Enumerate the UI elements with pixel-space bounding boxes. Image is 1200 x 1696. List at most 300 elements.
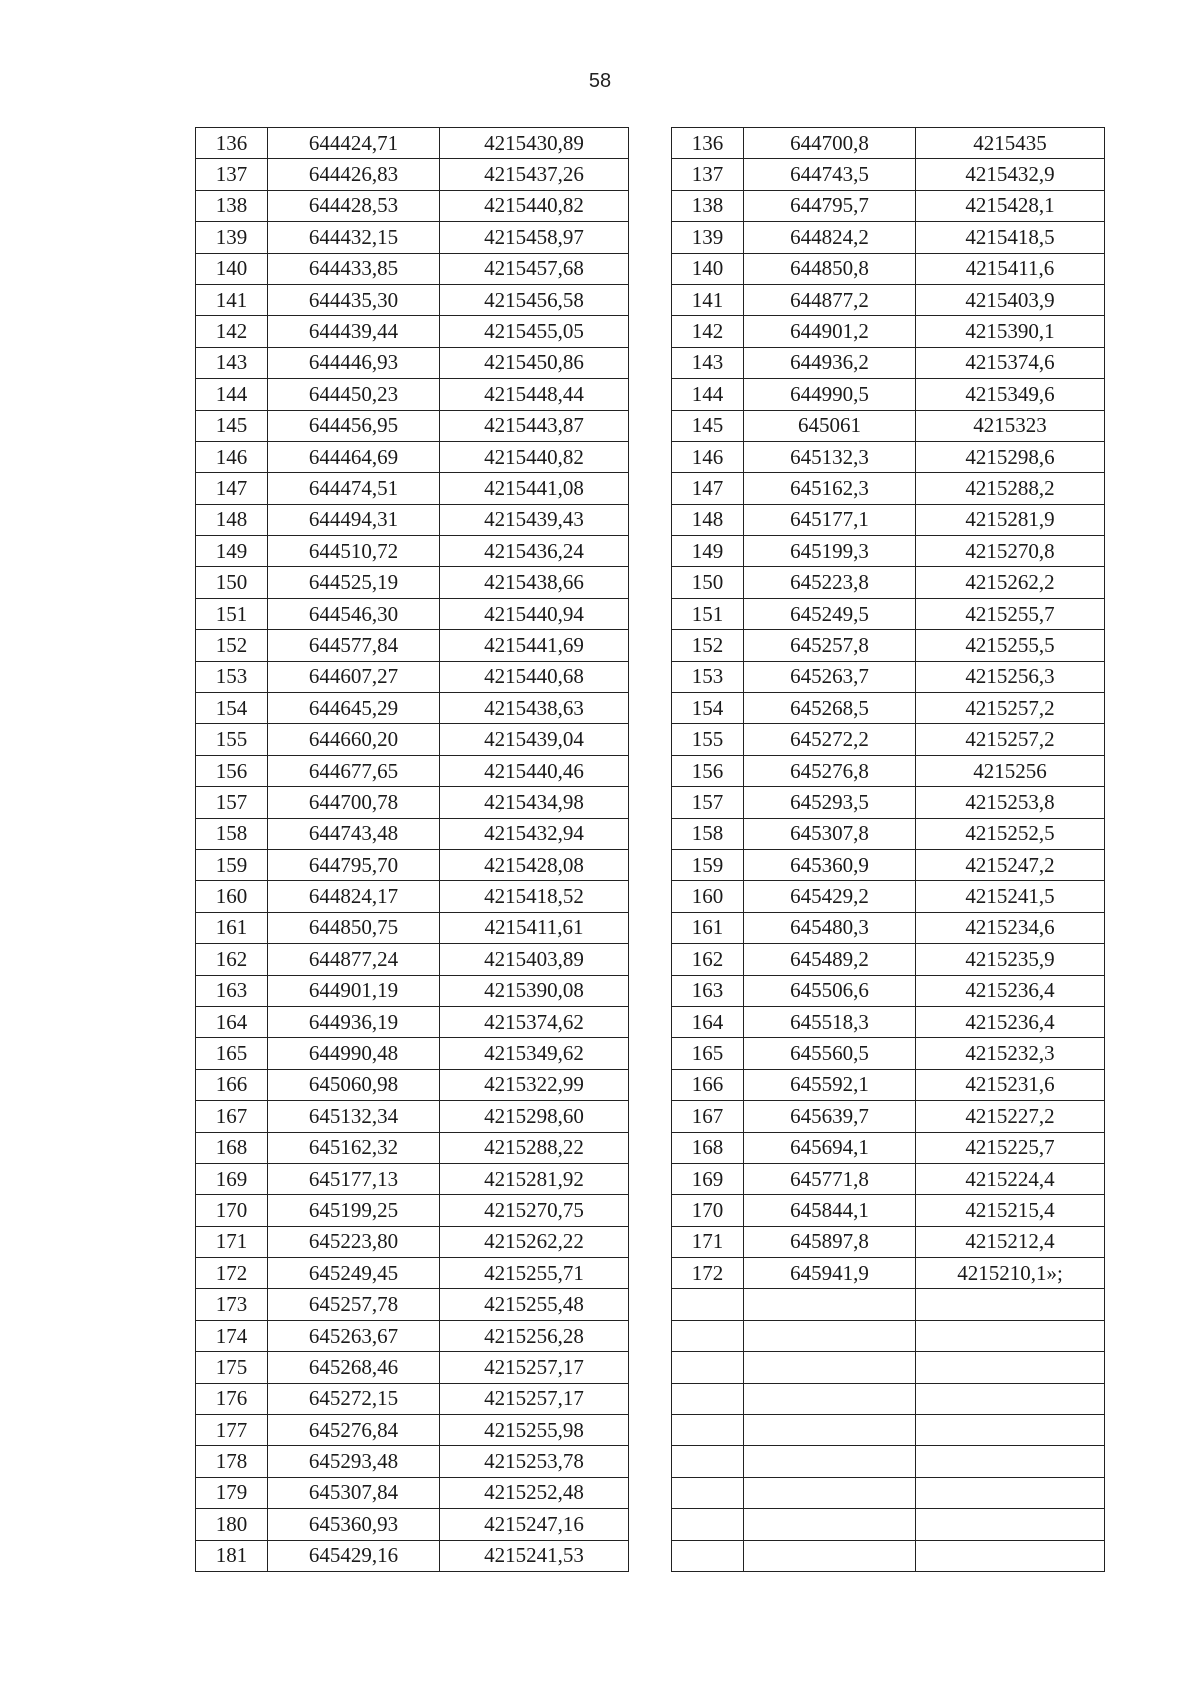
x-coordinate-cell: 644474,51 (268, 473, 440, 504)
x-coordinate-cell: 644700,8 (744, 128, 916, 159)
y-coordinate-cell (916, 1383, 1105, 1414)
x-coordinate-cell: 644901,2 (744, 316, 916, 347)
y-coordinate-cell: 4215298,6 (916, 441, 1105, 472)
x-coordinate-cell: 645249,5 (744, 598, 916, 629)
table-row (196, 1163, 629, 1194)
table-row (196, 1195, 629, 1226)
point-number-cell: 156 (672, 755, 744, 786)
y-coordinate-cell: 4215437,26 (440, 159, 629, 190)
y-coordinate-cell: 4215441,08 (440, 473, 629, 504)
x-coordinate-cell: 644700,78 (268, 787, 440, 818)
right-coordinate-table (671, 127, 1105, 1572)
x-coordinate-cell: 644456,95 (268, 410, 440, 441)
y-coordinate-cell: 4215236,4 (916, 975, 1105, 1006)
table-row (672, 849, 1105, 880)
table-row (196, 190, 629, 221)
y-coordinate-cell: 4215434,98 (440, 787, 629, 818)
point-number-cell: 165 (672, 1038, 744, 1069)
point-number-cell: 138 (196, 190, 268, 221)
y-coordinate-cell: 4215247,2 (916, 849, 1105, 880)
point-number-cell: 170 (196, 1195, 268, 1226)
point-number-cell: 141 (672, 284, 744, 315)
table-row (672, 1352, 1105, 1383)
x-coordinate-cell: 645272,2 (744, 724, 916, 755)
y-coordinate-cell: 4215436,24 (440, 536, 629, 567)
table-row (672, 755, 1105, 786)
y-coordinate-cell: 4215450,86 (440, 347, 629, 378)
table-row (196, 1320, 629, 1351)
x-coordinate-cell: 644877,24 (268, 944, 440, 975)
table-row (196, 630, 629, 661)
y-coordinate-cell: 4215439,04 (440, 724, 629, 755)
table-row (196, 1540, 629, 1571)
point-number-cell: 144 (672, 379, 744, 410)
table-row (672, 1289, 1105, 1320)
x-coordinate-cell: 645199,3 (744, 536, 916, 567)
x-coordinate-cell: 645132,34 (268, 1101, 440, 1132)
y-coordinate-cell: 4215262,2 (916, 567, 1105, 598)
table-row (196, 316, 629, 347)
x-coordinate-cell: 645480,3 (744, 912, 916, 943)
point-number-cell: 173 (196, 1289, 268, 1320)
table-row (196, 284, 629, 315)
x-coordinate-cell: 645293,5 (744, 787, 916, 818)
x-coordinate-cell: 644446,93 (268, 347, 440, 378)
point-number-cell: 136 (196, 128, 268, 159)
table-row (672, 1163, 1105, 1194)
x-coordinate-cell: 644450,23 (268, 379, 440, 410)
x-coordinate-cell: 645060,98 (268, 1069, 440, 1100)
point-number-cell: 161 (672, 912, 744, 943)
y-coordinate-cell: 4215456,58 (440, 284, 629, 315)
right-table-body (672, 128, 1105, 1572)
x-coordinate-cell: 645307,84 (268, 1477, 440, 1508)
y-coordinate-cell: 4215323 (916, 410, 1105, 441)
y-coordinate-cell: 4215435 (916, 128, 1105, 159)
point-number-cell: 168 (672, 1132, 744, 1163)
table-row (196, 787, 629, 818)
y-coordinate-cell: 4215252,48 (440, 1477, 629, 1508)
x-coordinate-cell: 645223,80 (268, 1226, 440, 1257)
y-coordinate-cell: 4215253,78 (440, 1446, 629, 1477)
point-number-cell: 155 (196, 724, 268, 755)
y-coordinate-cell: 4215439,43 (440, 504, 629, 535)
point-number-cell: 143 (196, 347, 268, 378)
page-number: 58 (588, 70, 612, 92)
table-row (672, 253, 1105, 284)
x-coordinate-cell: 645061 (744, 410, 916, 441)
point-number-cell: 157 (196, 787, 268, 818)
x-coordinate-cell (744, 1352, 916, 1383)
y-coordinate-cell: 4215443,87 (440, 410, 629, 441)
point-number-cell: 140 (672, 253, 744, 284)
table-row (196, 347, 629, 378)
point-number-cell: 149 (196, 536, 268, 567)
x-coordinate-cell: 644677,65 (268, 755, 440, 786)
x-coordinate-cell: 645771,8 (744, 1163, 916, 1194)
table-row (672, 410, 1105, 441)
x-coordinate-cell (744, 1540, 916, 1571)
point-number-cell: 178 (196, 1446, 268, 1477)
y-coordinate-cell: 4215432,9 (916, 159, 1105, 190)
table-row (672, 379, 1105, 410)
table-row (672, 1132, 1105, 1163)
table-row (196, 944, 629, 975)
x-coordinate-cell (744, 1289, 916, 1320)
x-coordinate-cell: 645263,7 (744, 661, 916, 692)
table-row (672, 1509, 1105, 1540)
x-coordinate-cell: 645489,2 (744, 944, 916, 975)
x-coordinate-cell: 644464,69 (268, 441, 440, 472)
x-coordinate-cell: 645560,5 (744, 1038, 916, 1069)
table-row (196, 253, 629, 284)
point-number-cell: 180 (196, 1509, 268, 1540)
table-row (672, 1477, 1105, 1508)
y-coordinate-cell: 4215255,71 (440, 1258, 629, 1289)
y-coordinate-cell: 4215374,62 (440, 1006, 629, 1037)
x-coordinate-cell: 644432,15 (268, 222, 440, 253)
y-coordinate-cell: 4215234,6 (916, 912, 1105, 943)
point-number-cell: 153 (672, 661, 744, 692)
point-number-cell: 141 (196, 284, 268, 315)
y-coordinate-cell: 4215458,97 (440, 222, 629, 253)
left-table-body (196, 128, 629, 1572)
table-row (672, 316, 1105, 347)
table-row (672, 347, 1105, 378)
y-coordinate-cell: 4215252,5 (916, 818, 1105, 849)
x-coordinate-cell (744, 1415, 916, 1446)
y-coordinate-cell: 4215430,89 (440, 128, 629, 159)
point-number-cell: 140 (196, 253, 268, 284)
table-row (196, 159, 629, 190)
y-coordinate-cell: 4215438,63 (440, 693, 629, 724)
x-coordinate-cell: 645360,93 (268, 1509, 440, 1540)
point-number-cell: 152 (672, 630, 744, 661)
point-number-cell: 139 (196, 222, 268, 253)
y-coordinate-cell (916, 1352, 1105, 1383)
point-number-cell (672, 1383, 744, 1414)
x-coordinate-cell: 644936,19 (268, 1006, 440, 1037)
point-number-cell: 161 (196, 912, 268, 943)
table-row (672, 128, 1105, 159)
point-number-cell: 164 (196, 1006, 268, 1037)
x-coordinate-cell: 644877,2 (744, 284, 916, 315)
y-coordinate-cell: 4215215,4 (916, 1195, 1105, 1226)
x-coordinate-cell: 644546,30 (268, 598, 440, 629)
x-coordinate-cell: 644525,19 (268, 567, 440, 598)
y-coordinate-cell: 4215256 (916, 755, 1105, 786)
point-number-cell: 163 (196, 975, 268, 1006)
table-row (196, 379, 629, 410)
y-coordinate-cell: 4215428,1 (916, 190, 1105, 221)
y-coordinate-cell: 4215411,6 (916, 253, 1105, 284)
x-coordinate-cell: 645429,16 (268, 1540, 440, 1571)
point-number-cell: 155 (672, 724, 744, 755)
x-coordinate-cell: 645162,3 (744, 473, 916, 504)
point-number-cell: 148 (672, 504, 744, 535)
x-coordinate-cell: 645177,1 (744, 504, 916, 535)
table-row (196, 1006, 629, 1037)
x-coordinate-cell: 644795,70 (268, 849, 440, 880)
x-coordinate-cell: 645639,7 (744, 1101, 916, 1132)
y-coordinate-cell: 4215231,6 (916, 1069, 1105, 1100)
point-number-cell (672, 1352, 744, 1383)
y-coordinate-cell: 4215374,6 (916, 347, 1105, 378)
y-coordinate-cell: 4215210,1»; (916, 1258, 1105, 1289)
point-number-cell: 164 (672, 1006, 744, 1037)
table-row (196, 1383, 629, 1414)
table-row (196, 1226, 629, 1257)
y-coordinate-cell: 4215270,8 (916, 536, 1105, 567)
y-coordinate-cell (916, 1477, 1105, 1508)
table-row (196, 755, 629, 786)
table-row (672, 912, 1105, 943)
point-number-cell: 146 (196, 441, 268, 472)
point-number-cell: 170 (672, 1195, 744, 1226)
y-coordinate-cell: 4215232,3 (916, 1038, 1105, 1069)
y-coordinate-cell: 4215440,82 (440, 190, 629, 221)
point-number-cell: 151 (672, 598, 744, 629)
x-coordinate-cell: 645132,3 (744, 441, 916, 472)
x-coordinate-cell (744, 1446, 916, 1477)
x-coordinate-cell: 644824,2 (744, 222, 916, 253)
table-row (672, 724, 1105, 755)
table-row (196, 504, 629, 535)
y-coordinate-cell: 4215448,44 (440, 379, 629, 410)
x-coordinate-cell: 644795,7 (744, 190, 916, 221)
y-coordinate-cell: 4215225,7 (916, 1132, 1105, 1163)
point-number-cell (672, 1509, 744, 1540)
point-number-cell: 144 (196, 379, 268, 410)
y-coordinate-cell (916, 1509, 1105, 1540)
x-coordinate-cell (744, 1383, 916, 1414)
x-coordinate-cell (744, 1477, 916, 1508)
x-coordinate-cell: 644850,75 (268, 912, 440, 943)
table-row (672, 630, 1105, 661)
table-row (196, 536, 629, 567)
table-row (196, 598, 629, 629)
x-coordinate-cell: 644743,5 (744, 159, 916, 190)
x-coordinate-cell: 644990,48 (268, 1038, 440, 1069)
x-coordinate-cell: 644494,31 (268, 504, 440, 535)
x-coordinate-cell: 645162,32 (268, 1132, 440, 1163)
point-number-cell: 166 (196, 1069, 268, 1100)
point-number-cell (672, 1446, 744, 1477)
x-coordinate-cell: 644936,2 (744, 347, 916, 378)
point-number-cell: 169 (196, 1163, 268, 1194)
x-coordinate-cell: 644428,53 (268, 190, 440, 221)
table-row (196, 1509, 629, 1540)
table-row (672, 1069, 1105, 1100)
x-coordinate-cell: 644439,44 (268, 316, 440, 347)
point-number-cell: 174 (196, 1320, 268, 1351)
point-number-cell: 149 (672, 536, 744, 567)
x-coordinate-cell: 645293,48 (268, 1446, 440, 1477)
y-coordinate-cell: 4215418,52 (440, 881, 629, 912)
point-number-cell: 148 (196, 504, 268, 535)
point-number-cell: 150 (196, 567, 268, 598)
table-row (672, 818, 1105, 849)
point-number-cell: 167 (672, 1101, 744, 1132)
x-coordinate-cell: 645518,3 (744, 1006, 916, 1037)
y-coordinate-cell: 4215403,89 (440, 944, 629, 975)
point-number-cell: 172 (672, 1258, 744, 1289)
point-number-cell: 171 (196, 1226, 268, 1257)
y-coordinate-cell (916, 1415, 1105, 1446)
point-number-cell (672, 1540, 744, 1571)
table-row (672, 598, 1105, 629)
table-row (672, 1258, 1105, 1289)
y-coordinate-cell: 4215390,1 (916, 316, 1105, 347)
point-number-cell: 137 (672, 159, 744, 190)
point-number-cell: 152 (196, 630, 268, 661)
x-coordinate-cell: 645268,46 (268, 1352, 440, 1383)
x-coordinate-cell: 645360,9 (744, 849, 916, 880)
point-number-cell: 138 (672, 190, 744, 221)
table-row (672, 1383, 1105, 1414)
y-coordinate-cell: 4215255,7 (916, 598, 1105, 629)
point-number-cell: 162 (672, 944, 744, 975)
y-coordinate-cell: 4215212,4 (916, 1226, 1105, 1257)
y-coordinate-cell: 4215432,94 (440, 818, 629, 849)
point-number-cell: 147 (672, 473, 744, 504)
x-coordinate-cell: 644645,29 (268, 693, 440, 724)
table-row (196, 1069, 629, 1100)
table-row (672, 536, 1105, 567)
table-row (672, 1226, 1105, 1257)
x-coordinate-cell: 644743,48 (268, 818, 440, 849)
point-number-cell: 160 (196, 881, 268, 912)
point-number-cell: 172 (196, 1258, 268, 1289)
table-row (672, 787, 1105, 818)
table-row (672, 1320, 1105, 1351)
y-coordinate-cell: 4215227,2 (916, 1101, 1105, 1132)
point-number-cell: 158 (196, 818, 268, 849)
point-number-cell: 142 (196, 316, 268, 347)
table-row (672, 1415, 1105, 1446)
x-coordinate-cell: 645249,45 (268, 1258, 440, 1289)
y-coordinate-cell: 4215440,68 (440, 661, 629, 692)
point-number-cell: 171 (672, 1226, 744, 1257)
x-coordinate-cell: 645257,8 (744, 630, 916, 661)
y-coordinate-cell: 4215288,22 (440, 1132, 629, 1163)
point-number-cell (672, 1289, 744, 1320)
table-row (672, 881, 1105, 912)
table-row (196, 1289, 629, 1320)
table-row (672, 693, 1105, 724)
y-coordinate-cell: 4215440,82 (440, 441, 629, 472)
x-coordinate-cell: 645276,84 (268, 1415, 440, 1446)
x-coordinate-cell: 645263,67 (268, 1320, 440, 1351)
x-coordinate-cell: 645897,8 (744, 1226, 916, 1257)
point-number-cell: 139 (672, 222, 744, 253)
y-coordinate-cell: 4215281,92 (440, 1163, 629, 1194)
table-row (196, 1415, 629, 1446)
y-coordinate-cell: 4215255,48 (440, 1289, 629, 1320)
table-row (672, 944, 1105, 975)
table-row (196, 818, 629, 849)
point-number-cell: 145 (196, 410, 268, 441)
table-row (196, 1352, 629, 1383)
y-coordinate-cell: 4215256,3 (916, 661, 1105, 692)
x-coordinate-cell: 644433,85 (268, 253, 440, 284)
y-coordinate-cell: 4215255,98 (440, 1415, 629, 1446)
table-row (196, 128, 629, 159)
table-row (196, 912, 629, 943)
point-number-cell: 157 (672, 787, 744, 818)
y-coordinate-cell: 4215235,9 (916, 944, 1105, 975)
y-coordinate-cell: 4215418,5 (916, 222, 1105, 253)
y-coordinate-cell: 4215262,22 (440, 1226, 629, 1257)
x-coordinate-cell: 645177,13 (268, 1163, 440, 1194)
point-number-cell: 153 (196, 661, 268, 692)
point-number-cell: 151 (196, 598, 268, 629)
x-coordinate-cell: 645199,25 (268, 1195, 440, 1226)
x-coordinate-cell: 645506,6 (744, 975, 916, 1006)
table-row (672, 975, 1105, 1006)
point-number-cell: 158 (672, 818, 744, 849)
x-coordinate-cell: 645694,1 (744, 1132, 916, 1163)
table-row (196, 881, 629, 912)
point-number-cell: 181 (196, 1540, 268, 1571)
point-number-cell: 159 (196, 849, 268, 880)
point-number-cell: 168 (196, 1132, 268, 1163)
point-number-cell: 154 (196, 693, 268, 724)
table-row (196, 1477, 629, 1508)
x-coordinate-cell: 645257,78 (268, 1289, 440, 1320)
point-number-cell: 150 (672, 567, 744, 598)
table-row (196, 1132, 629, 1163)
y-coordinate-cell (916, 1320, 1105, 1351)
table-row (196, 724, 629, 755)
x-coordinate-cell: 645268,5 (744, 693, 916, 724)
y-coordinate-cell: 4215256,28 (440, 1320, 629, 1351)
left-coordinate-table (195, 127, 629, 1572)
y-coordinate-cell: 4215440,46 (440, 755, 629, 786)
table-row (672, 1195, 1105, 1226)
y-coordinate-cell: 4215457,68 (440, 253, 629, 284)
table-row (196, 1258, 629, 1289)
x-coordinate-cell: 645276,8 (744, 755, 916, 786)
y-coordinate-cell: 4215253,8 (916, 787, 1105, 818)
y-coordinate-cell: 4215257,2 (916, 693, 1105, 724)
x-coordinate-cell: 645307,8 (744, 818, 916, 849)
x-coordinate-cell: 644426,83 (268, 159, 440, 190)
table-row (672, 1540, 1105, 1571)
table-row (196, 410, 629, 441)
x-coordinate-cell: 644850,8 (744, 253, 916, 284)
point-number-cell: 176 (196, 1383, 268, 1414)
table-row (196, 849, 629, 880)
x-coordinate-cell: 645844,1 (744, 1195, 916, 1226)
point-number-cell: 177 (196, 1415, 268, 1446)
table-row (672, 567, 1105, 598)
point-number-cell: 179 (196, 1477, 268, 1508)
point-number-cell (672, 1415, 744, 1446)
table-row (672, 1006, 1105, 1037)
point-number-cell: 146 (672, 441, 744, 472)
x-coordinate-cell: 645272,15 (268, 1383, 440, 1414)
table-row (672, 1101, 1105, 1132)
y-coordinate-cell: 4215349,6 (916, 379, 1105, 410)
x-coordinate-cell: 644660,20 (268, 724, 440, 755)
y-coordinate-cell: 4215298,60 (440, 1101, 629, 1132)
y-coordinate-cell (916, 1540, 1105, 1571)
point-number-cell: 136 (672, 128, 744, 159)
point-number-cell: 166 (672, 1069, 744, 1100)
table-row (672, 1446, 1105, 1477)
x-coordinate-cell: 644435,30 (268, 284, 440, 315)
